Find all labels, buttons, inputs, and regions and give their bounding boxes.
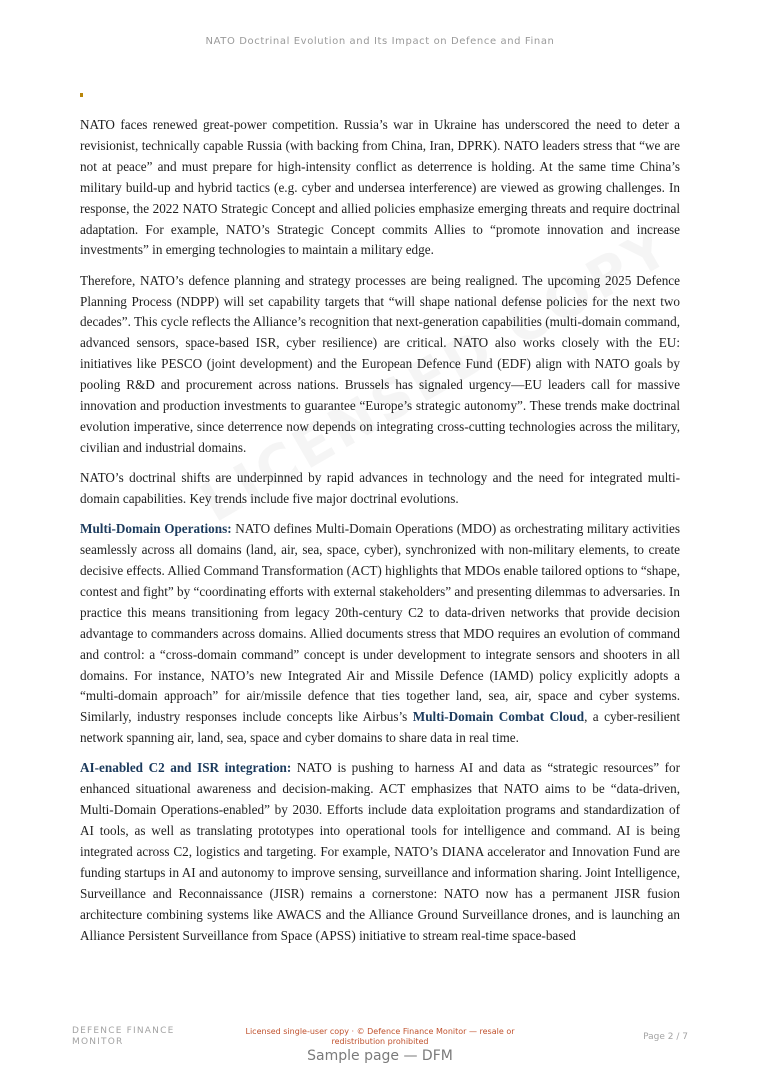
document-body	[80, 115, 680, 956]
paragraph-multi-domain-operations	[80, 519, 680, 749]
paragraph-doctrinal-shifts: NATO’s doctrinal shifts are underpinned by rapid advances in technology and the need for integrated multi-domain capabilities. Key trends include five major doctrinal evolutions.	[80, 470, 680, 506]
heading-multi-domain-operations: Multi-Domain Operations:	[80, 521, 232, 537]
mdo-body-text: NATO defines Multi-Domain Operations (MDO) as orchestrating military activities seamlessly across all domains (land, air, sea, space, cyber), synchronized with non-military elements, to create decisive effects. Allied Command Transformation (ACT) highlights that MDOs enable tailored options to “shape, contest and fight” by “coordinating efforts with external stakeholders” and presenting dilemmas to adversaries. In practice this means transitioning from legacy 20th-century C2 to data-driven networks that provide decision advantage to commanders across domains. Allied documents stress that MDO requires an evolution of command and control: a “cross-domain command” concept is under development to integrate sensors and shooters in all domains. For instance, NATO’s new Integrated Air and Missile Defence (IAMD) policy explicitly adopts a “multi-domain approach” for air/missile defence that ties together land, sea, air, space and cyber systems. Similarly, industry responses include concepts like Airbus’s	[80, 521, 680, 725]
paragraph-ai-c2-isr	[80, 758, 680, 946]
mdo-tail-text: , a cyber-resilient network spanning air, land, sea, space and cyber domains to share data in real time.	[80, 709, 680, 746]
footer-brand-line1: DEFENCE FINANCE	[72, 1026, 175, 1036]
heading-ai-c2-isr: AI-enabled C2 and ISR integration:	[80, 760, 292, 776]
running-header: NATO Doctrinal Evolution and Its Impact on Defence and Finan	[205, 36, 555, 47]
sample-page-label: Sample page — DFM	[307, 1048, 453, 1064]
footer-brand	[72, 1026, 192, 1048]
page-number: Page 2 / 7	[643, 1032, 688, 1042]
paragraph-intro: NATO faces renewed great-power competition. Russia’s war in Ukraine has underscored the need to deter a revisionist, technically capable Russia (with backing from China, Iran, DPRK). NATO leaders stress that “we are not at peace” and must prepare for high-intensity conflict as deterrence is holding. At the same time China’s military build-up and hybrid tactics (e.g. cyber and undersea interference) are viewed as growing challenges. In response, the 2022 NATO Strategic Concept and allied policies emphasize emerging threats and require doctrinal adaptation. For example, NATO’s Strategic Concept commits Allies to “promote innovation and increase investments” in emerging technologies to maintain a military edge.	[80, 117, 680, 258]
section-marker	[80, 93, 83, 97]
footer-brand-line2: MONITOR	[72, 1037, 124, 1047]
paragraph-defence-planning: Therefore, NATO’s defence planning and strategy processes are being realigned. The upcoming 2025 Defence Planning Process (NDPP) will set capability targets that “will shape national defense policies for the next two decades”. This cycle reflects the Alliance’s recognition that next-generation capabilities (multi-domain command, advanced sensors, space-based ISR, cyber resilience) are critical. NATO also works closely with the EU: initiatives like PESCO (joint development) and the European Defence Fund (EDF) align with NATO goals by pooling R&D and procurement across nations. Brussels has signaled urgency—EU leaders call for massive innovation and production investments to guarantee “Europe’s strategic autonomy”. These trends make doctrinal evolution imperative, since deterrence now depends on integrating cross-cutting technologies across the military, civilian and industrial domains.	[80, 272, 680, 455]
ai-body-text: NATO is pushing to harness AI and data as “strategic resources” for enhanced situational awareness and decision-making. ACT emphasizes that NATO aims to be “data-driven, Multi-Domain Operations-enabled” by 2030. Efforts include data exploitation programs and standardization of AI tools, as well as translating prototypes into operational tools for intelligence and command. AI is being integrated across C2, logistics and targeting. For example, NATO’s DIANA accelerator and Innovation Fund are funding startups in AI and autonomy to improve sensing, surveillance and information sharing. Joint Intelligence, Surveillance and Reconnaissance (JISR) remains a cornerstone: NATO now has a permanent JISR fusion architecture combining systems like AWACS and the Alliance Ground Surveillance drones, and is launching an Alliance Persistent Surveillance from Space (APSS) initiative to stream real-time space-based	[80, 760, 680, 943]
term-combat-cloud: Multi-Domain Combat Cloud	[412, 709, 585, 725]
footer-license-notice: Licensed single-user copy · © Defence Finance Monitor — resale or redistribution prohibited	[245, 1027, 515, 1046]
